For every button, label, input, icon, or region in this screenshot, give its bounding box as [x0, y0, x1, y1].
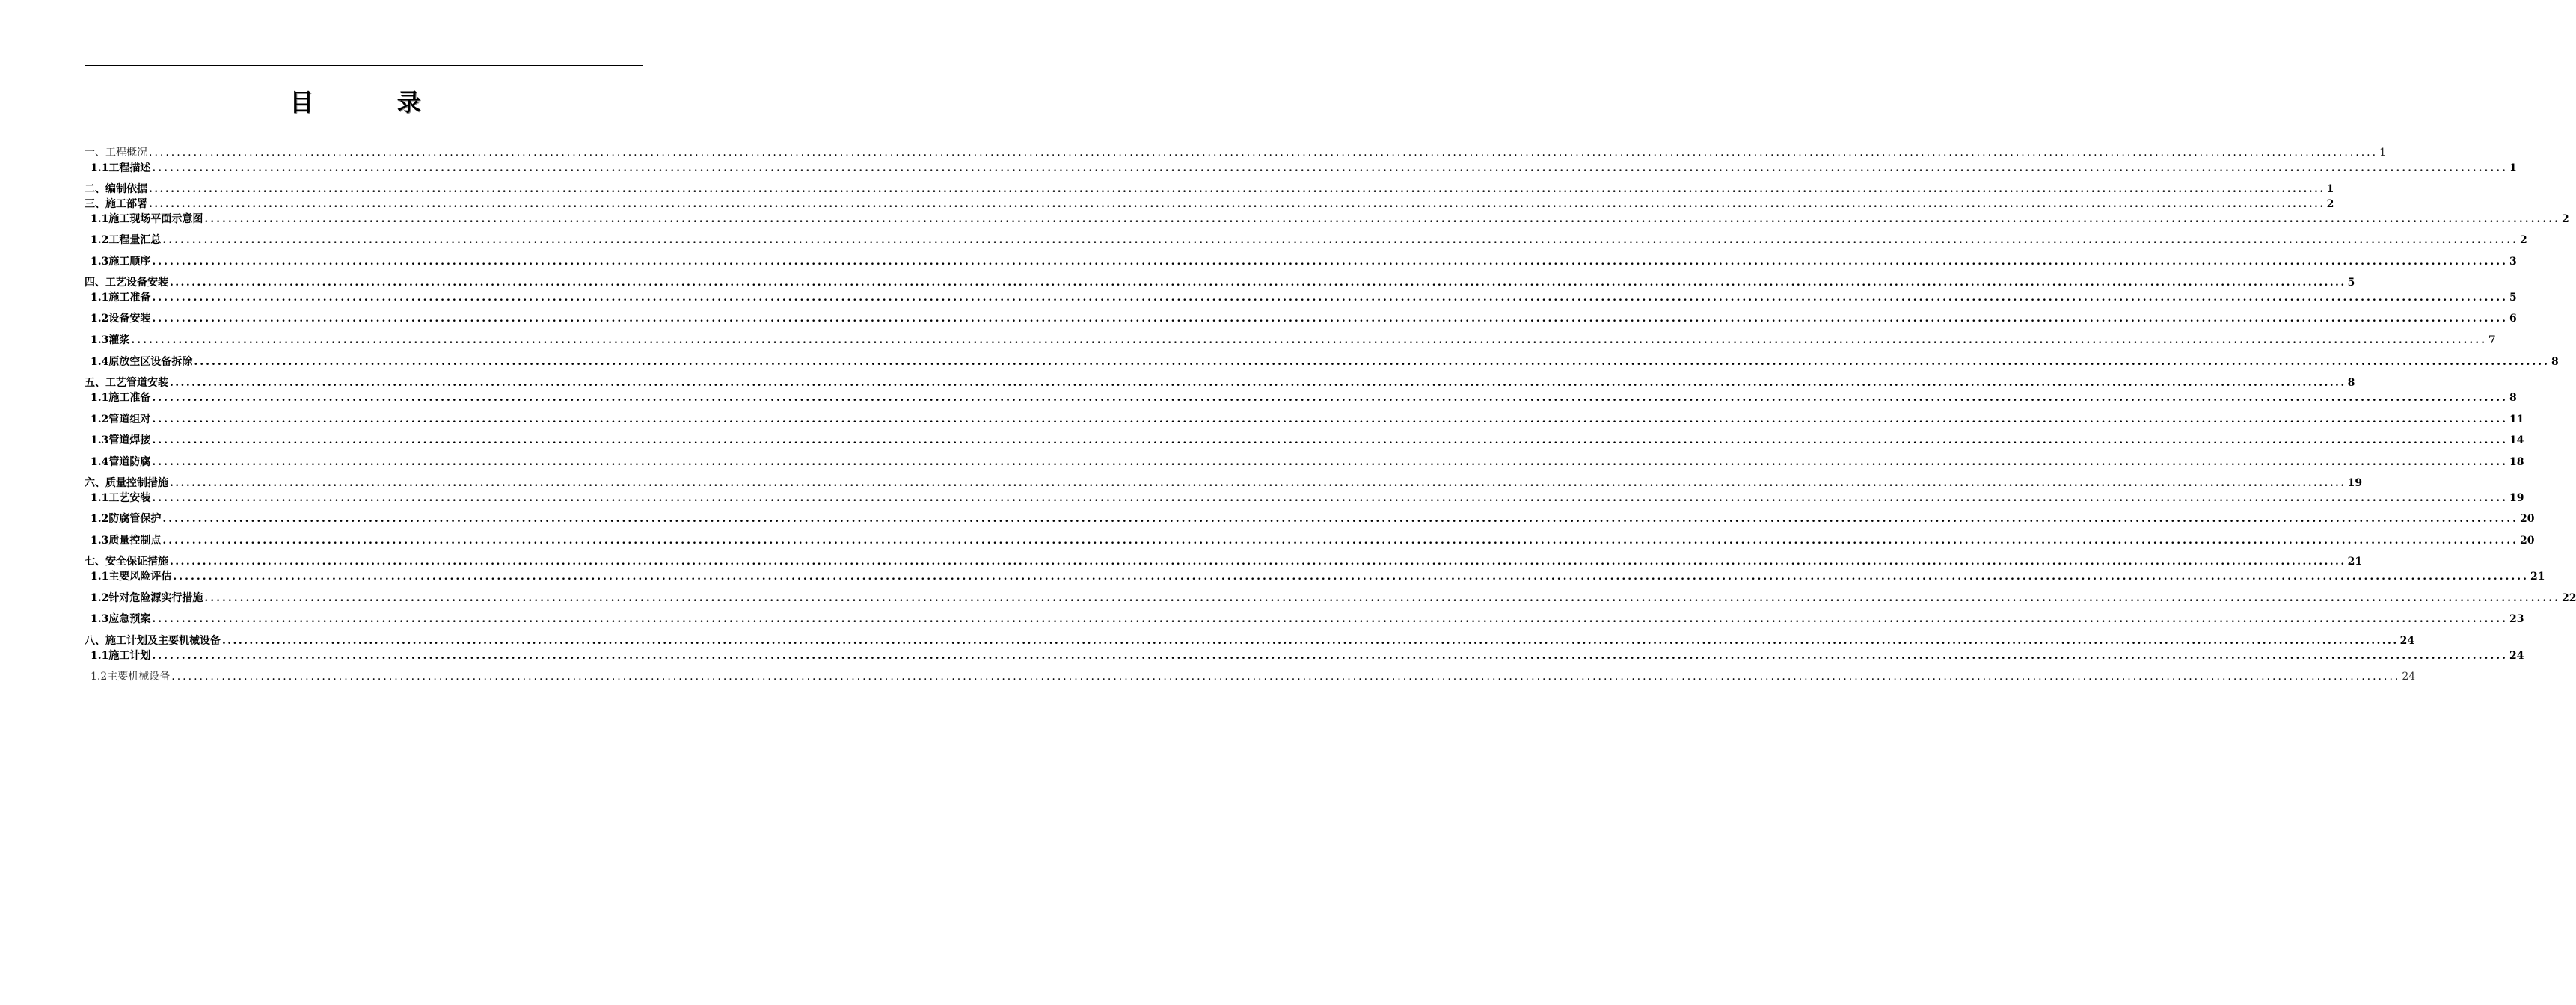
- toc-dot-leader: ................................................................................................................................................................................................................................................................................................................................................................................................................: [204, 213, 2560, 225]
- toc-entry-label: 四、工艺设备安装: [85, 277, 168, 289]
- toc-dot-leader: ................................................................................................................................................................................................................................................................................................................................................................................................................: [152, 492, 2508, 504]
- toc-entry-label: 六、质量控制措施: [85, 477, 168, 489]
- toc-entry-label: 二、编制依据: [85, 183, 147, 195]
- toc-entry[interactable]: [85, 211, 2569, 226]
- toc-entry[interactable]: [85, 160, 2517, 175]
- toc-dot-leader: ................................................................................................................................................................................................................................................................................................................................................................................................................: [152, 613, 2508, 625]
- toc-entry-label: 1.3灌浆: [91, 334, 130, 346]
- toc-dot-leader: ................................................................................................................................................................................................................................................................................................................................................................................................................: [170, 556, 2346, 568]
- toc-entry[interactable]: [85, 274, 2355, 289]
- toc-entry-page: 19: [2509, 492, 2524, 504]
- toc-entry-label: 1.2防腐管保护: [91, 513, 162, 525]
- toc-entry-label: 八、施工计划及主要机械设备: [85, 635, 221, 647]
- toc-dot-leader: ................................................................................................................................................................................................................................................................................................................................................................................................................: [222, 635, 2399, 647]
- toc-entry-label: 1.3应急预案: [91, 613, 151, 625]
- toc-entry-page: 19: [2347, 477, 2363, 489]
- toc-entry-label: 1.4管道防腐: [91, 456, 151, 468]
- toc-dot-leader: ................................................................................................................................................................................................................................................................................................................................................................................................................: [170, 277, 2346, 289]
- toc-entry-page: 24: [2399, 635, 2415, 647]
- toc-entry[interactable]: [85, 553, 2363, 568]
- toc-entry[interactable]: [85, 511, 2535, 526]
- toc-entry-page: 1: [2326, 183, 2334, 195]
- toc-dot-leader: ................................................................................................................................................................................................................................................................................................................................................................................................................: [152, 392, 2508, 404]
- toc-dot-leader: ................................................................................................................................................................................................................................................................................................................................................................................................................: [149, 198, 2325, 210]
- toc-entry-page: 8: [2509, 392, 2517, 404]
- toc-entry-label: 1.1工艺安装: [91, 492, 151, 504]
- toc-entry-page: 8: [2347, 377, 2355, 389]
- toc-entry-page: 5: [2347, 277, 2355, 289]
- toc-dot-leader: ................................................................................................................................................................................................................................................................................................................................................................................................................: [173, 571, 2529, 583]
- toc-entry-label: 五、工艺管道安装: [85, 377, 168, 389]
- toc-dot-leader: ................................................................................................................................................................................................................................................................................................................................................................................................................: [131, 334, 2487, 346]
- toc-entry-page: 24: [2509, 650, 2524, 662]
- toc-dot-leader: ................................................................................................................................................................................................................................................................................................................................................................................................................: [170, 477, 2346, 489]
- toc-dot-leader: ................................................................................................................................................................................................................................................................................................................................................................................................................: [152, 292, 2508, 304]
- toc-entry-label: 1.1施工现场平面示意图: [91, 213, 203, 225]
- toc-dot-leader: ................................................................................................................................................................................................................................................................................................................................................................................................................: [162, 535, 2518, 547]
- toc-entry-label: 1.2设备安装: [91, 313, 151, 325]
- toc-entry-page: 2: [2561, 213, 2569, 225]
- toc-entry-page: 2: [2326, 198, 2334, 210]
- toc-dot-leader: ................................................................................................................................................................................................................................................................................................................................................................................................................: [204, 592, 2560, 604]
- toc-entry[interactable]: [85, 432, 2524, 447]
- toc-entry[interactable]: [85, 648, 2524, 663]
- toc-dot-leader: ................................................................................................................................................................................................................................................................................................................................................................................................................: [162, 513, 2518, 525]
- toc-entry-page: 1: [2509, 162, 2517, 174]
- toc-entry[interactable]: [85, 289, 2517, 304]
- toc-entry[interactable]: [85, 332, 2496, 347]
- toc-entry[interactable]: [85, 144, 2386, 159]
- toc-dot-leader: ................................................................................................................................................................................................................................................................................................................................................................................................................: [152, 456, 2508, 468]
- toc-dot-leader: ................................................................................................................................................................................................................................................................................................................................................................................................................: [152, 313, 2508, 325]
- toc-entry[interactable]: [85, 196, 2334, 211]
- toc-entry[interactable]: [85, 669, 2416, 683]
- toc-entry-label: 1.2管道组对: [91, 414, 151, 425]
- toc-entry-page: 20: [2519, 513, 2535, 525]
- toc-entry-label: 七、安全保证措施: [85, 556, 168, 568]
- toc-entry[interactable]: [85, 411, 2524, 426]
- toc-entry-label: 1.1施工准备: [91, 292, 151, 304]
- toc-entry-page: 8: [2551, 356, 2559, 368]
- toc-dot-leader: ................................................................................................................................................................................................................................................................................................................................................................................................................: [194, 356, 2550, 368]
- toc-dot-leader: ................................................................................................................................................................................................................................................................................................................................................................................................................: [149, 147, 2379, 159]
- toc-entry-label: 1.3质量控制点: [91, 535, 162, 547]
- toc-dot-leader: ................................................................................................................................................................................................................................................................................................................................................................................................................: [152, 256, 2508, 268]
- toc-dot-leader: ................................................................................................................................................................................................................................................................................................................................................................................................................: [152, 434, 2508, 446]
- toc-entry[interactable]: [85, 181, 2334, 196]
- toc-entry[interactable]: [85, 232, 2527, 247]
- toc-entry-page: 1: [2379, 147, 2386, 159]
- toc-entry-page: 3: [2509, 256, 2517, 268]
- toc-entry-label: 1.1工程描述: [91, 162, 151, 174]
- toc-entry-page: 24: [2402, 671, 2416, 683]
- toc-entry[interactable]: [85, 590, 2576, 605]
- toc-entry[interactable]: [85, 532, 2535, 547]
- toc-entry[interactable]: [85, 354, 2559, 369]
- toc-entry-page: 20: [2519, 535, 2535, 547]
- toc-dot-leader: ................................................................................................................................................................................................................................................................................................................................................................................................................: [149, 183, 2325, 195]
- toc-entry[interactable]: [85, 310, 2517, 325]
- toc-entry-page: 5: [2509, 292, 2517, 304]
- toc-entry-page: 7: [2488, 334, 2496, 346]
- toc-entry-page: 6: [2509, 313, 2517, 325]
- toc-entry-page: 11: [2509, 414, 2524, 425]
- toc-entry-page: 2: [2519, 234, 2527, 246]
- toc-dot-leader: ................................................................................................................................................................................................................................................................................................................................................................................................................: [170, 377, 2346, 389]
- toc-entry[interactable]: [85, 611, 2524, 626]
- toc-entry-page: 23: [2509, 613, 2524, 625]
- toc-dot-leader: ................................................................................................................................................................................................................................................................................................................................................................................................................: [162, 234, 2518, 246]
- toc-entry[interactable]: [85, 390, 2517, 405]
- toc-entry[interactable]: [85, 568, 2545, 583]
- toc-dot-leader: ................................................................................................................................................................................................................................................................................................................................................................................................................: [171, 671, 2401, 683]
- toc-entry-page: 18: [2509, 456, 2524, 468]
- toc-entry-page: 21: [2530, 571, 2545, 583]
- toc-entry-page: 14: [2509, 434, 2524, 446]
- page-title: 目 录: [289, 88, 459, 117]
- toc-entry-page: 21: [2347, 556, 2363, 568]
- toc-entry[interactable]: [85, 375, 2355, 390]
- toc-entry-label: 1.2针对危险源实行措施: [91, 592, 203, 604]
- toc-entry-label: 一、工程概况: [85, 147, 147, 159]
- toc-entry-label: 1.1施工准备: [91, 392, 151, 404]
- toc-entry-label: 1.3施工顺序: [91, 256, 151, 268]
- toc-entry-label: 1.2工程量汇总: [91, 234, 162, 246]
- toc-entry[interactable]: [85, 633, 2415, 648]
- toc-entry-label: 1.1施工计划: [91, 650, 151, 662]
- toc-dot-leader: ................................................................................................................................................................................................................................................................................................................................................................................................................: [152, 414, 2508, 425]
- toc-entry[interactable]: [85, 475, 2363, 490]
- toc-entry-label: 1.4原放空区设备拆除: [91, 356, 193, 368]
- header-rule: [85, 65, 643, 66]
- toc-dot-leader: ................................................................................................................................................................................................................................................................................................................................................................................................................: [152, 162, 2508, 174]
- toc-entry[interactable]: [85, 253, 2517, 268]
- toc-entry-label: 1.3管道焊接: [91, 434, 151, 446]
- toc-entry-page: 22: [2561, 592, 2576, 604]
- toc-entry[interactable]: [85, 490, 2524, 505]
- toc-entry-label: 三、施工部署: [85, 198, 147, 210]
- toc-entry-label: 1.2主要机械设备: [91, 671, 171, 683]
- toc-entry-label: 1.1主要风险评估: [91, 571, 172, 583]
- toc-entry[interactable]: [85, 454, 2524, 469]
- toc-dot-leader: ................................................................................................................................................................................................................................................................................................................................................................................................................: [152, 650, 2508, 662]
